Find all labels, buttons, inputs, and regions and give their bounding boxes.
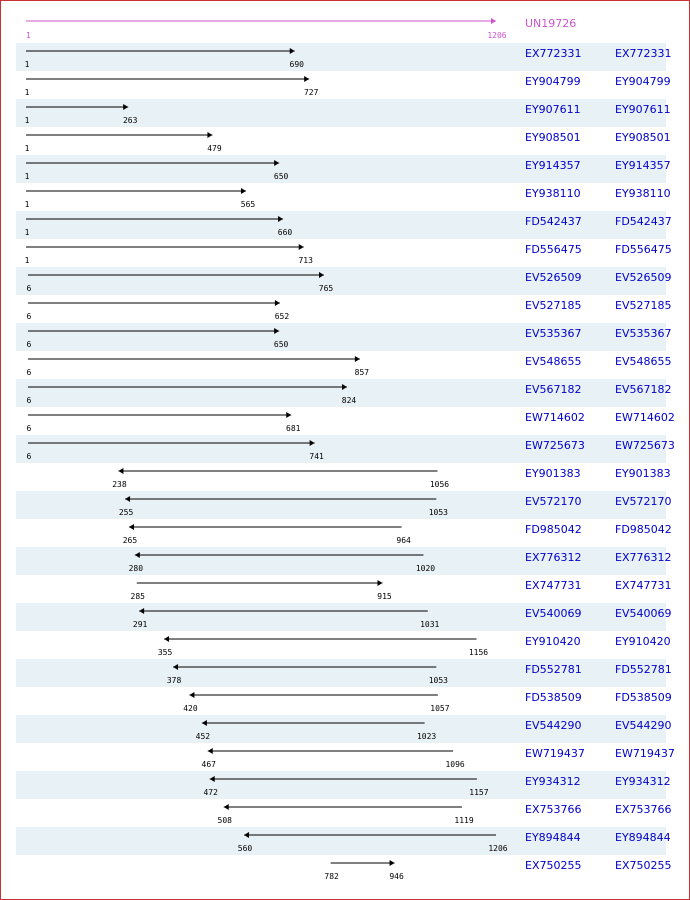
hit-id-link[interactable]: EV572170: [525, 495, 582, 508]
hit-start-label: 1: [24, 256, 30, 265]
hit-id-link-secondary[interactable]: EW719437: [615, 747, 675, 760]
alignment-diagram: [1, 1, 689, 899]
hit-arrow-head: [189, 692, 194, 698]
hit-id-link[interactable]: EY908501: [525, 131, 581, 144]
hit-start-label: 1: [24, 228, 30, 237]
query-start-label: 1: [26, 31, 31, 40]
hit-end-label: 681: [286, 424, 301, 433]
hit-end-label: 1023: [416, 732, 437, 741]
hit-id-link-secondary[interactable]: EV548655: [615, 355, 672, 368]
hit-id-link[interactable]: FD538509: [525, 691, 582, 704]
hit-id-link[interactable]: EX772331: [525, 47, 582, 60]
query-id: UN19726: [525, 17, 577, 30]
hit-start-label: 420: [183, 704, 198, 713]
hit-id-link[interactable]: EY938110: [525, 187, 581, 200]
hit-start-label: 280: [128, 564, 144, 573]
hit-start-label: 6: [26, 368, 32, 377]
hit-start-label: 6: [26, 284, 32, 293]
hit-start-label: 472: [203, 788, 218, 797]
hit-start-label: 6: [26, 452, 32, 461]
hit-id-link-secondary[interactable]: EX750255: [615, 859, 672, 872]
hit-start-label: 508: [217, 816, 232, 825]
hit-start-label: 782: [324, 872, 339, 881]
hit-id-link-secondary[interactable]: EV540069: [615, 607, 672, 620]
hit-end-label: 690: [289, 60, 304, 69]
hit-id-link[interactable]: EW719437: [525, 747, 585, 760]
hit-id-link[interactable]: FD552781: [525, 663, 582, 676]
hit-start-label: 291: [132, 620, 148, 629]
hit-id-link-secondary[interactable]: EW725673: [615, 439, 675, 452]
hit-end-label: 652: [274, 312, 290, 321]
hit-arrow-head: [241, 188, 246, 194]
hit-end-label: 964: [396, 536, 411, 545]
hit-arrow-head: [355, 356, 360, 362]
hit-start-label: 355: [157, 648, 173, 657]
hit-id-link-secondary[interactable]: EX772331: [615, 47, 672, 60]
hit-start-label: 255: [118, 508, 134, 517]
hit-start-label: 378: [166, 676, 182, 685]
hit-arrow-head: [164, 636, 169, 642]
hit-arrow-head: [390, 860, 395, 866]
hit-id-link[interactable]: EX750255: [525, 859, 582, 872]
hit-start-label: 6: [26, 340, 32, 349]
hit-id-link-secondary[interactable]: FD552781: [615, 663, 672, 676]
hit-end-label: 824: [341, 396, 357, 405]
hit-start-label: 1: [24, 144, 30, 153]
hit-id-link[interactable]: EV540069: [525, 607, 582, 620]
hit-start-label: 285: [130, 592, 145, 601]
hit-id-link-secondary[interactable]: EY908501: [615, 131, 671, 144]
hit-id-link[interactable]: EY907611: [525, 103, 581, 116]
hit-end-label: 650: [273, 172, 289, 181]
hit-id-link[interactable]: EV548655: [525, 355, 582, 368]
hit-id-link[interactable]: EY904799: [525, 75, 581, 88]
hit-start-label: 6: [26, 312, 32, 321]
hit-end-label: 765: [318, 284, 334, 293]
hit-end-label: 1053: [428, 508, 448, 517]
hit-id-link-secondary[interactable]: EY901383: [615, 467, 671, 480]
hit-id-link-secondary[interactable]: EY904799: [615, 75, 671, 88]
hit-end-label: 741: [309, 452, 324, 461]
hit-end-label: 915: [377, 592, 392, 601]
hit-id-link[interactable]: EX747731: [525, 579, 582, 592]
hit-arrow-head: [129, 524, 134, 530]
hit-id-link-secondary[interactable]: EY938110: [615, 187, 671, 200]
hit-id-link[interactable]: EY894844: [525, 831, 581, 844]
hit-end-label: 727: [303, 88, 319, 97]
hit-end-label: 263: [122, 116, 138, 125]
hit-id-link-secondary[interactable]: EV526509: [615, 271, 672, 284]
hit-id-link-secondary[interactable]: FD985042: [615, 523, 672, 536]
hit-start-label: 1: [24, 116, 30, 125]
hit-id-link-secondary[interactable]: EW714602: [615, 411, 675, 424]
hit-id-link-secondary[interactable]: EV527185: [615, 299, 672, 312]
hit-end-label: 1119: [454, 816, 474, 825]
query-end-label: 1206: [487, 31, 507, 40]
hit-id-link-secondary[interactable]: FD556475: [615, 243, 672, 256]
hit-id-link[interactable]: EV544290: [525, 719, 582, 732]
hit-start-label: 238: [112, 480, 127, 489]
hit-id-link-secondary[interactable]: EY910420: [615, 635, 671, 648]
hit-id-link-secondary[interactable]: EV535367: [615, 327, 672, 340]
hit-end-label: 660: [277, 228, 293, 237]
hit-id-link[interactable]: EW725673: [525, 439, 585, 452]
hit-id-link[interactable]: EV567182: [525, 383, 582, 396]
hit-start-label: 6: [26, 424, 32, 433]
hit-arrow-head: [286, 412, 291, 418]
hit-id-link[interactable]: FD542437: [525, 215, 582, 228]
hit-end-label: 1156: [468, 648, 489, 657]
hit-start-label: 467: [201, 760, 216, 769]
hit-id-link-secondary[interactable]: EX747731: [615, 579, 672, 592]
hit-id-link[interactable]: EV535367: [525, 327, 582, 340]
hit-id-link-secondary[interactable]: EV572170: [615, 495, 672, 508]
hit-id-link-secondary[interactable]: EV567182: [615, 383, 672, 396]
hit-start-label: 6: [26, 396, 32, 405]
hit-end-label: 1056: [429, 480, 450, 489]
hit-start-label: 265: [122, 536, 138, 545]
hit-end-label: 1031: [420, 620, 440, 629]
hit-start-label: 1: [24, 200, 30, 209]
hit-end-label: 713: [298, 256, 313, 265]
hit-id-link-secondary[interactable]: EY894844: [615, 831, 671, 844]
hit-id-link[interactable]: EX776312: [525, 551, 582, 564]
query-arrow-head: [491, 18, 496, 24]
hit-id-link[interactable]: FD985042: [525, 523, 582, 536]
hit-end-label: 1157: [469, 788, 489, 797]
hit-id-link-secondary[interactable]: EV544290: [615, 719, 672, 732]
hit-id-link-secondary[interactable]: EY907611: [615, 103, 671, 116]
hit-end-label: 479: [207, 144, 222, 153]
hit-start-label: 452: [195, 732, 211, 741]
hit-end-label: 650: [273, 340, 289, 349]
hit-id-link[interactable]: EV527185: [525, 299, 582, 312]
hit-arrow-head: [208, 748, 213, 754]
hit-end-label: 946: [389, 872, 404, 881]
hit-id-link[interactable]: EY901383: [525, 467, 581, 480]
hit-id-link[interactable]: EW714602: [525, 411, 585, 424]
hit-end-label: 1057: [430, 704, 450, 713]
hit-arrow-head: [299, 244, 304, 250]
hit-id-link[interactable]: EY914357: [525, 159, 581, 172]
hit-start-label: 560: [237, 844, 253, 853]
hit-end-label: 1020: [415, 564, 436, 573]
hit-arrow-head: [275, 300, 280, 306]
hit-id-link-secondary[interactable]: EY914357: [615, 159, 671, 172]
hit-arrow-head: [118, 468, 123, 474]
hit-start-label: 1: [24, 172, 30, 181]
hit-id-link-secondary[interactable]: EX753766: [615, 803, 672, 816]
hit-end-label: 1206: [488, 844, 508, 853]
hit-arrow-head: [224, 804, 229, 810]
hit-arrow-head: [377, 580, 382, 586]
hit-start-label: 1: [24, 88, 30, 97]
hit-id-link-secondary[interactable]: EX776312: [615, 551, 672, 564]
hit-id-link[interactable]: EX753766: [525, 803, 582, 816]
hit-id-link-secondary[interactable]: FD538509: [615, 691, 672, 704]
hit-id-link-secondary[interactable]: FD542437: [615, 215, 672, 228]
hit-end-label: 1053: [428, 676, 448, 685]
hit-id-link-secondary[interactable]: EY934312: [615, 775, 671, 788]
hit-id-link[interactable]: EV526509: [525, 271, 582, 284]
hit-id-link[interactable]: FD556475: [525, 243, 582, 256]
hit-end-label: 1096: [445, 760, 465, 769]
hit-end-label: 857: [354, 368, 370, 377]
hit-arrow-head: [304, 76, 309, 82]
hit-id-link[interactable]: EY910420: [525, 635, 581, 648]
hit-end-label: 565: [240, 200, 256, 209]
hit-start-label: 1: [24, 60, 30, 69]
hit-id-link[interactable]: EY934312: [525, 775, 581, 788]
hit-arrow-head: [207, 132, 212, 138]
